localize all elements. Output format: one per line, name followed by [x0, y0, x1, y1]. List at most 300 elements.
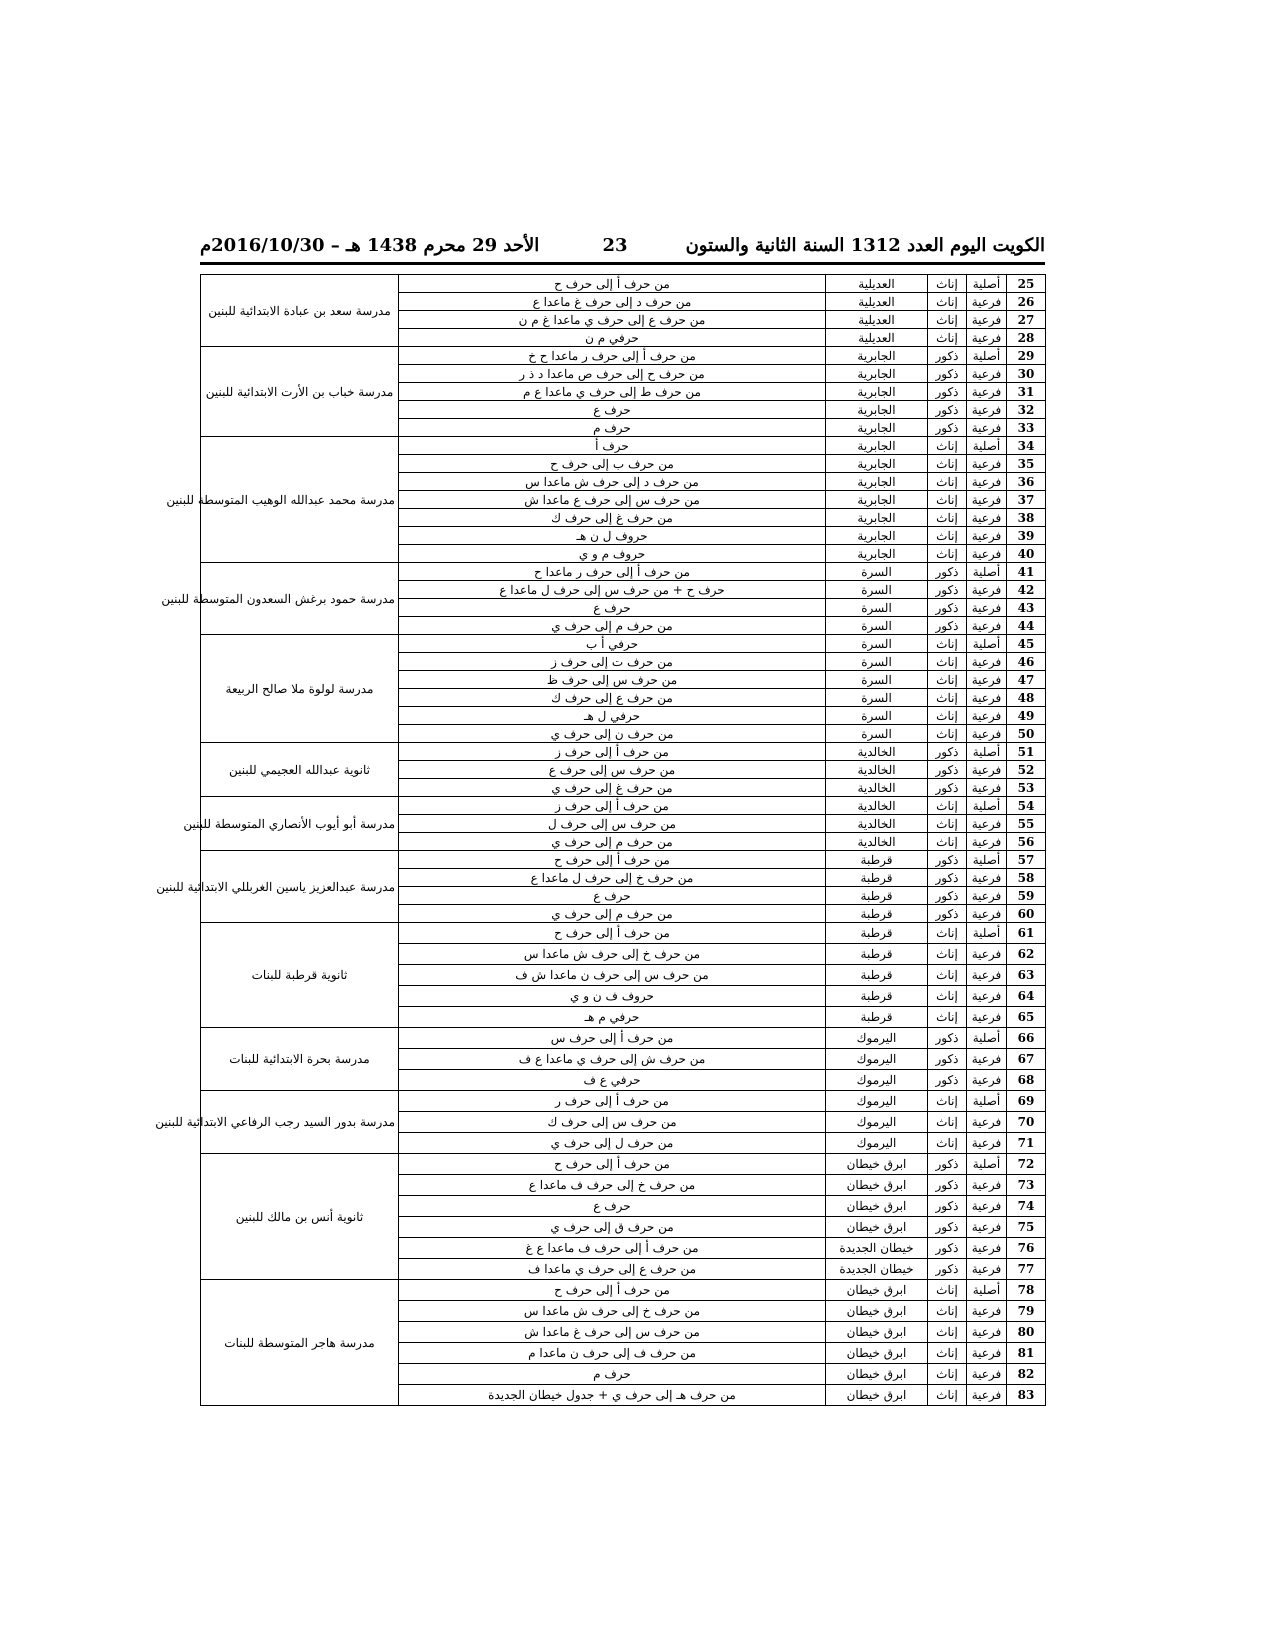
area-name: اليرموك	[826, 1112, 928, 1133]
letter-range: من حرف ط إلى حرف ي ماعدا ع م	[399, 383, 826, 401]
page-header	[200, 233, 1045, 259]
row-number: 74	[1007, 1196, 1046, 1217]
letter-range: حرف ع	[399, 599, 826, 617]
area-name: الجابرية	[826, 419, 928, 437]
letter-range: من حرف ت إلى حرف ز	[399, 653, 826, 671]
station-type: فرعية	[967, 1007, 1007, 1028]
voter-gender: إناث	[928, 986, 967, 1007]
row-number: 73	[1007, 1175, 1046, 1196]
voter-gender: إناث	[928, 473, 967, 491]
row-number: 34	[1007, 437, 1046, 455]
row-number: 60	[1007, 905, 1046, 923]
polling-stations-table	[155, 274, 1046, 1406]
table-row	[201, 437, 1046, 455]
area-name: العديلية	[826, 293, 928, 311]
row-number: 48	[1007, 689, 1046, 707]
voter-gender: إناث	[928, 1301, 967, 1322]
voter-gender: إناث	[928, 1343, 967, 1364]
voter-gender: إناث	[928, 455, 967, 473]
letter-range: حرف م	[399, 1364, 826, 1385]
station-type: فرعية	[967, 311, 1007, 329]
voter-gender: إناث	[928, 635, 967, 653]
station-type: فرعية	[967, 905, 1007, 923]
station-type: أصلية	[967, 1028, 1007, 1049]
letter-range: من حرف أ إلى حرف ز	[399, 797, 826, 815]
voter-gender: ذكور	[928, 1217, 967, 1238]
area-name: السرة	[826, 707, 928, 725]
voter-gender: إناث	[928, 491, 967, 509]
table-row	[201, 1091, 1046, 1112]
letter-range: من حرف خ إلى حرف ش ماعدا س	[399, 1301, 826, 1322]
row-number: 41	[1007, 563, 1046, 581]
area-name: السرة	[826, 563, 928, 581]
letter-range: من حرف س إلى حرف ن ماعدا ش ف	[399, 965, 826, 986]
station-type: فرعية	[967, 1343, 1007, 1364]
station-type: فرعية	[967, 887, 1007, 905]
row-number: 67	[1007, 1049, 1046, 1070]
row-number: 75	[1007, 1217, 1046, 1238]
area-name: قرطبة	[826, 986, 928, 1007]
voter-gender: إناث	[928, 1091, 967, 1112]
station-type: فرعية	[967, 491, 1007, 509]
station-type: فرعية	[967, 545, 1007, 563]
row-number: 30	[1007, 365, 1046, 383]
voter-gender: إناث	[928, 509, 967, 527]
area-name: السرة	[826, 725, 928, 743]
voter-gender: ذكور	[928, 347, 967, 365]
station-type: فرعية	[967, 383, 1007, 401]
station-type: أصلية	[967, 797, 1007, 815]
row-number: 26	[1007, 293, 1046, 311]
row-number: 65	[1007, 1007, 1046, 1028]
row-number: 81	[1007, 1343, 1046, 1364]
station-type: فرعية	[967, 293, 1007, 311]
table-row	[201, 275, 1046, 293]
station-type: فرعية	[967, 401, 1007, 419]
station-type: فرعية	[967, 779, 1007, 797]
area-name: الخالدية	[826, 815, 928, 833]
letter-range: حرفي أ ب	[399, 635, 826, 653]
letter-range: من حرف م إلى حرف ي	[399, 617, 826, 635]
letter-range: من حرف خ إلى حرف ل ماعدا ع	[399, 869, 826, 887]
row-number: 76	[1007, 1238, 1046, 1259]
station-type: فرعية	[967, 965, 1007, 986]
school-name: مدرسة سعد بن عبادة الابتدائية للبنين	[201, 275, 399, 347]
letter-range: من حرف ق إلى حرف ي	[399, 1217, 826, 1238]
station-type: فرعية	[967, 1049, 1007, 1070]
area-name: السرة	[826, 653, 928, 671]
letter-range: حرفي ع ف	[399, 1070, 826, 1091]
school-name: مدرسة بحرة الابتدائية للبنات	[201, 1028, 399, 1091]
row-number: 79	[1007, 1301, 1046, 1322]
station-type: فرعية	[967, 653, 1007, 671]
letter-range: حرف ع	[399, 887, 826, 905]
letter-range: حروف م و ي	[399, 545, 826, 563]
area-name: العديلية	[826, 275, 928, 293]
station-type: فرعية	[967, 509, 1007, 527]
voter-gender: إناث	[928, 1112, 967, 1133]
letter-range: من حرف أ إلى حرف ف ماعدا ع غ	[399, 1238, 826, 1259]
area-name: قرطبة	[826, 1007, 928, 1028]
station-type: أصلية	[967, 563, 1007, 581]
voter-gender: ذكور	[928, 383, 967, 401]
row-number: 83	[1007, 1385, 1046, 1406]
area-name: الجابرية	[826, 437, 928, 455]
area-name: الجابرية	[826, 455, 928, 473]
station-type: فرعية	[967, 1112, 1007, 1133]
voter-gender: إناث	[928, 329, 967, 347]
voter-gender: ذكور	[928, 779, 967, 797]
letter-range: من حرف أ إلى حرف ر ماعدا ح خ	[399, 347, 826, 365]
row-number: 56	[1007, 833, 1046, 851]
school-name: مدرسة عبدالعزيز ياسين الغربللي الابتدائية للبنين	[201, 851, 399, 923]
voter-gender: إناث	[928, 275, 967, 293]
voter-gender: ذكور	[928, 743, 967, 761]
row-number: 49	[1007, 707, 1046, 725]
letter-range: حرف ع	[399, 401, 826, 419]
page-number: 23	[602, 235, 628, 256]
voter-gender: إناث	[928, 1385, 967, 1406]
letter-range: من حرف أ إلى حرف ر ماعدا ح	[399, 563, 826, 581]
publication-title: الكويت اليوم العدد 1312 السنة الثانية والستون	[685, 235, 1045, 256]
letter-range: من حرف م إلى حرف ي	[399, 905, 826, 923]
station-type: فرعية	[967, 1259, 1007, 1280]
station-type: أصلية	[967, 275, 1007, 293]
area-name: قرطبة	[826, 887, 928, 905]
row-number: 66	[1007, 1028, 1046, 1049]
voter-gender: إناث	[928, 311, 967, 329]
letter-range: من حرف د إلى حرف غ ماعدا ع	[399, 293, 826, 311]
row-number: 82	[1007, 1364, 1046, 1385]
area-name: الجابرية	[826, 527, 928, 545]
station-type: فرعية	[967, 725, 1007, 743]
station-type: أصلية	[967, 635, 1007, 653]
voter-gender: ذكور	[928, 401, 967, 419]
station-type: فرعية	[967, 1238, 1007, 1259]
station-type: أصلية	[967, 437, 1007, 455]
area-name: قرطبة	[826, 923, 928, 944]
letter-range: من حرف س إلى حرف ظ	[399, 671, 826, 689]
station-type: فرعية	[967, 1175, 1007, 1196]
school-name: مدرسة لولوة ملا صالح الربيعة	[201, 635, 399, 743]
table-row	[201, 635, 1046, 653]
letter-range: حرف ع	[399, 1196, 826, 1217]
row-number: 32	[1007, 401, 1046, 419]
letter-range: من حرف ل إلى حرف ي	[399, 1133, 826, 1154]
area-name: العديلية	[826, 329, 928, 347]
letter-range: من حرف أ إلى حرف ح	[399, 923, 826, 944]
row-number: 46	[1007, 653, 1046, 671]
station-type: فرعية	[967, 473, 1007, 491]
letter-range: من حرف أ إلى حرف ح	[399, 851, 826, 869]
school-name: مدرسة خباب بن الأرت الابتدائية للبنين	[201, 347, 399, 437]
area-name: ابرق خيطان	[826, 1385, 928, 1406]
letter-range: من حرف أ إلى حرف ز	[399, 743, 826, 761]
letter-range: من حرف أ إلى حرف ح	[399, 1280, 826, 1301]
row-number: 78	[1007, 1280, 1046, 1301]
voter-gender: إناث	[928, 944, 967, 965]
area-name: ابرق خيطان	[826, 1154, 928, 1175]
area-name: الجابرية	[826, 365, 928, 383]
letter-range: حرفي م هـ	[399, 1007, 826, 1028]
station-type: فرعية	[967, 1322, 1007, 1343]
area-name: قرطبة	[826, 944, 928, 965]
voter-gender: ذكور	[928, 1238, 967, 1259]
area-name: الخالدية	[826, 833, 928, 851]
school-name: ثانوية قرطبة للبنات	[201, 923, 399, 1028]
voter-gender: ذكور	[928, 581, 967, 599]
area-name: ابرق خيطان	[826, 1322, 928, 1343]
letter-range: حرف أ	[399, 437, 826, 455]
station-type: أصلية	[967, 347, 1007, 365]
letter-range: حرفي ل هـ	[399, 707, 826, 725]
row-number: 53	[1007, 779, 1046, 797]
area-name: ابرق خيطان	[826, 1364, 928, 1385]
area-name: ابرق خيطان	[826, 1175, 928, 1196]
table-row	[201, 923, 1046, 944]
row-number: 35	[1007, 455, 1046, 473]
row-number: 72	[1007, 1154, 1046, 1175]
station-type: فرعية	[967, 869, 1007, 887]
area-name: الجابرية	[826, 473, 928, 491]
area-name: الخالدية	[826, 797, 928, 815]
voter-gender: إناث	[928, 545, 967, 563]
voter-gender: إناث	[928, 815, 967, 833]
voter-gender: إناث	[928, 689, 967, 707]
area-name: الخالدية	[826, 743, 928, 761]
row-number: 31	[1007, 383, 1046, 401]
voter-gender: ذكور	[928, 905, 967, 923]
row-number: 44	[1007, 617, 1046, 635]
station-type: فرعية	[967, 1217, 1007, 1238]
area-name: اليرموك	[826, 1049, 928, 1070]
station-type: فرعية	[967, 986, 1007, 1007]
school-name: مدرسة بدور السيد رجب الرفاعي الابتدائية للبنين	[201, 1091, 399, 1154]
area-name: الجابرية	[826, 401, 928, 419]
row-number: 51	[1007, 743, 1046, 761]
letter-range: من حرف ش إلى حرف ي ماعدا ع ف	[399, 1049, 826, 1070]
station-type: فرعية	[967, 815, 1007, 833]
letter-range: من حرف س إلى حرف غ ماعدا ش	[399, 1322, 826, 1343]
row-number: 25	[1007, 275, 1046, 293]
voter-gender: إناث	[928, 833, 967, 851]
voter-gender: إناث	[928, 1322, 967, 1343]
row-number: 40	[1007, 545, 1046, 563]
voter-gender: ذكور	[928, 869, 967, 887]
row-number: 47	[1007, 671, 1046, 689]
station-type: أصلية	[967, 1091, 1007, 1112]
row-number: 37	[1007, 491, 1046, 509]
voter-gender: إناث	[928, 965, 967, 986]
letter-range: من حرف س إلى حرف ل	[399, 815, 826, 833]
school-name: مدرسة محمد عبدالله الوهيب المتوسطة للبنين	[201, 437, 399, 563]
area-name: ابرق خيطان	[826, 1343, 928, 1364]
letter-range: من حرف خ إلى حرف ش ماعدا س	[399, 944, 826, 965]
voter-gender: ذكور	[928, 617, 967, 635]
voter-gender: ذكور	[928, 1049, 967, 1070]
station-type: فرعية	[967, 527, 1007, 545]
voter-gender: ذكور	[928, 563, 967, 581]
area-name: اليرموك	[826, 1133, 928, 1154]
row-number: 70	[1007, 1112, 1046, 1133]
voter-gender: إناث	[928, 725, 967, 743]
row-number: 39	[1007, 527, 1046, 545]
letter-range: من حرف د إلى حرف ش ماعدا س	[399, 473, 826, 491]
station-type: أصلية	[967, 1280, 1007, 1301]
voter-gender: إناث	[928, 1133, 967, 1154]
voter-gender: ذكور	[928, 887, 967, 905]
letter-range: من حرف أ إلى حرف ح	[399, 1154, 826, 1175]
voter-gender: إناث	[928, 1280, 967, 1301]
letter-range: حرف م	[399, 419, 826, 437]
station-type: فرعية	[967, 689, 1007, 707]
station-type: أصلية	[967, 1154, 1007, 1175]
letter-range: من حرف ف إلى حرف ن ماعدا م	[399, 1343, 826, 1364]
letter-range: من حرف أ إلى حرف ر	[399, 1091, 826, 1112]
voter-gender: ذكور	[928, 599, 967, 617]
voter-gender: ذكور	[928, 1154, 967, 1175]
voter-gender: إناث	[928, 653, 967, 671]
letter-range: من حرف هـ إلى حرف ي + جدول خيطان الجديدة	[399, 1385, 826, 1406]
row-number: 64	[1007, 986, 1046, 1007]
area-name: ابرق خيطان	[826, 1280, 928, 1301]
school-name: ثانوية أنس بن مالك للبنين	[201, 1154, 399, 1280]
row-number: 71	[1007, 1133, 1046, 1154]
voter-gender: ذكور	[928, 1196, 967, 1217]
voter-gender: إناث	[928, 437, 967, 455]
row-number: 58	[1007, 869, 1046, 887]
letter-range: من حرف س إلى حرف ع	[399, 761, 826, 779]
area-name: الخالدية	[826, 779, 928, 797]
school-name: مدرسة أبو أيوب الأنصاري المتوسطة للبنين	[201, 797, 399, 851]
row-number: 77	[1007, 1259, 1046, 1280]
voter-gender: ذكور	[928, 761, 967, 779]
area-name: السرة	[826, 635, 928, 653]
area-name: الجابرية	[826, 545, 928, 563]
voter-gender: إناث	[928, 671, 967, 689]
area-name: السرة	[826, 689, 928, 707]
area-name: اليرموك	[826, 1070, 928, 1091]
issue-date: الأحد 29 محرم 1438 هـ – 2016/10/30م	[200, 235, 540, 256]
school-name: مدرسة هاجر المتوسطة للبنات	[201, 1280, 399, 1406]
row-number: 50	[1007, 725, 1046, 743]
station-type: فرعية	[967, 365, 1007, 383]
letter-range: من حرف ع إلى حرف ي ماعدا غ م ن	[399, 311, 826, 329]
station-type: فرعية	[967, 1133, 1007, 1154]
station-type: فرعية	[967, 1364, 1007, 1385]
row-number: 54	[1007, 797, 1046, 815]
row-number: 42	[1007, 581, 1046, 599]
voter-gender: إناث	[928, 923, 967, 944]
voter-gender: ذكور	[928, 365, 967, 383]
station-type: أصلية	[967, 743, 1007, 761]
row-number: 59	[1007, 887, 1046, 905]
row-number: 80	[1007, 1322, 1046, 1343]
voter-gender: إناث	[928, 797, 967, 815]
letter-range: من حرف خ إلى حرف ف ماعدا ع	[399, 1175, 826, 1196]
station-type: فرعية	[967, 329, 1007, 347]
table-row	[201, 347, 1046, 365]
letter-range: من حرف س إلى حرف ك	[399, 1112, 826, 1133]
voter-gender: إناث	[928, 293, 967, 311]
voter-gender: ذكور	[928, 1028, 967, 1049]
voter-gender: إناث	[928, 527, 967, 545]
area-name: الجابرية	[826, 383, 928, 401]
table-row	[201, 1280, 1046, 1301]
area-name: الخالدية	[826, 761, 928, 779]
letter-range: من حرف ح إلى حرف ص ماعدا د ذ ر	[399, 365, 826, 383]
table-row	[201, 1028, 1046, 1049]
row-number: 61	[1007, 923, 1046, 944]
letter-range: من حرف م إلى حرف ي	[399, 833, 826, 851]
school-name: مدرسة حمود برغش السعدون المتوسطة للبنين	[201, 563, 399, 635]
station-type: فرعية	[967, 1301, 1007, 1322]
station-type: فرعية	[967, 707, 1007, 725]
letter-range: حرفي م ن	[399, 329, 826, 347]
voter-gender: ذكور	[928, 419, 967, 437]
area-name: اليرموك	[826, 1028, 928, 1049]
voter-gender: إناث	[928, 1007, 967, 1028]
letter-range: من حرف ع إلى حرف ك	[399, 689, 826, 707]
voter-gender: ذكور	[928, 1259, 967, 1280]
voter-gender: إناث	[928, 1364, 967, 1385]
row-number: 27	[1007, 311, 1046, 329]
letter-range: حروف ل ن هـ	[399, 527, 826, 545]
letter-range: من حرف غ إلى حرف ي	[399, 779, 826, 797]
station-type: فرعية	[967, 581, 1007, 599]
area-name: قرطبة	[826, 965, 928, 986]
table-row	[201, 797, 1046, 815]
table-row	[201, 563, 1046, 581]
row-number: 52	[1007, 761, 1046, 779]
area-name: قرطبة	[826, 905, 928, 923]
station-type: فرعية	[967, 1196, 1007, 1217]
area-name: ابرق خيطان	[826, 1217, 928, 1238]
area-name: السرة	[826, 671, 928, 689]
area-name: السرة	[826, 617, 928, 635]
row-number: 55	[1007, 815, 1046, 833]
station-type: فرعية	[967, 761, 1007, 779]
station-type: أصلية	[967, 923, 1007, 944]
area-name: ابرق خيطان	[826, 1301, 928, 1322]
voter-gender: ذكور	[928, 851, 967, 869]
letter-range: من حرف ن إلى حرف ي	[399, 725, 826, 743]
row-number: 38	[1007, 509, 1046, 527]
row-number: 68	[1007, 1070, 1046, 1091]
row-number: 63	[1007, 965, 1046, 986]
station-type: فرعية	[967, 671, 1007, 689]
table-row	[201, 851, 1046, 869]
station-type: فرعية	[967, 419, 1007, 437]
area-name: اليرموك	[826, 1091, 928, 1112]
letter-range: من حرف س إلى حرف ع ماعدا ش	[399, 491, 826, 509]
area-name: خيطان الجديدة	[826, 1259, 928, 1280]
letter-range: من حرف غ إلى حرف ك	[399, 509, 826, 527]
row-number: 45	[1007, 635, 1046, 653]
table-row	[201, 1154, 1046, 1175]
row-number: 57	[1007, 851, 1046, 869]
letter-range: من حرف أ إلى حرف ح	[399, 275, 826, 293]
row-number: 29	[1007, 347, 1046, 365]
station-type: فرعية	[967, 833, 1007, 851]
station-type: فرعية	[967, 455, 1007, 473]
station-type: فرعية	[967, 944, 1007, 965]
row-number: 43	[1007, 599, 1046, 617]
row-number: 36	[1007, 473, 1046, 491]
voter-gender: ذكور	[928, 1070, 967, 1091]
row-number: 69	[1007, 1091, 1046, 1112]
area-name: خيطان الجديدة	[826, 1238, 928, 1259]
